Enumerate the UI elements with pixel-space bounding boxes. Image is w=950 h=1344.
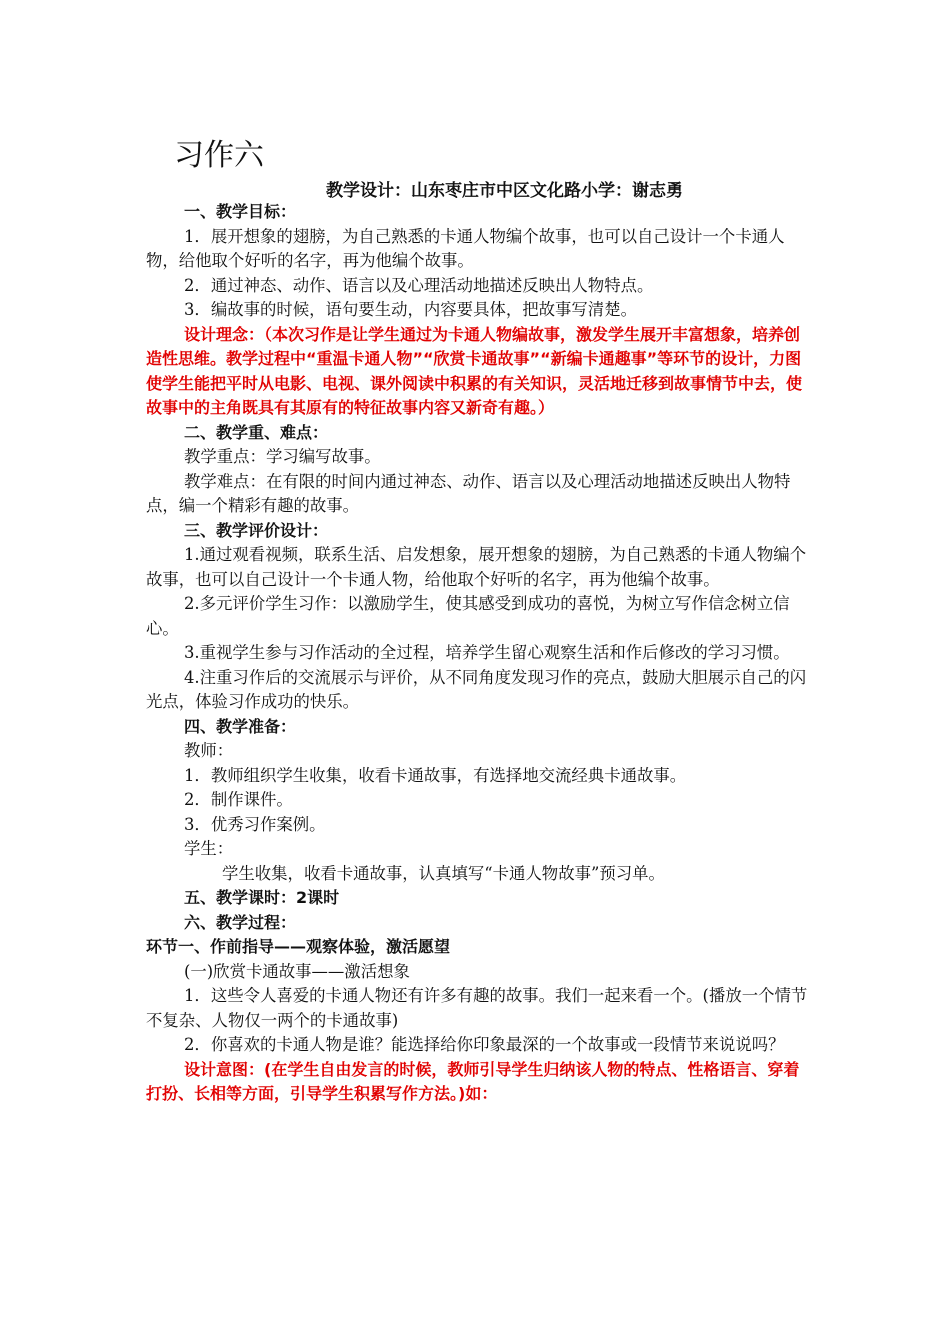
student-prep-item: 学生收集，收看卡通故事，认真填写“卡通人物故事”预习单。 bbox=[222, 863, 665, 883]
author-byline: 教学设计：山东枣庄市中区文化路小学：谢志勇 bbox=[326, 181, 683, 201]
evaluation-item: 2.多元评价学生习作：以激励学生，使其感受到成功的喜悦，为树立写作信念树立信心。 bbox=[146, 594, 790, 638]
step-heading: 环节一、作前指导——观察体验，激活愿望 bbox=[146, 937, 451, 956]
evaluation-item: 4.注重习作后的交流展示与评价，从不同角度发现习作的亮点，鼓励大胆展示自己的闪光点，体验习作成功的快乐。 bbox=[146, 667, 807, 711]
objective-item: 3．编故事的时候，语句要生动，内容要具体，把故事写清楚。 bbox=[184, 300, 637, 319]
evaluation-item: 1.通过观看视频，联系生活、启发想象，展开想象的翅膀，为自己熟悉的卡通人物编个故事，也可以自己设计一个卡通人物，给他取个好听的名字，再为他编个故事。 bbox=[146, 545, 807, 589]
teacher-prep-item: 2．制作课件。 bbox=[184, 790, 293, 809]
process-item: 1．这些令人喜爱的卡通人物还有许多有趣的故事。我们一起来看一个。(播放一个情节不复杂、人物仅一两个的卡通故事) bbox=[146, 986, 808, 1030]
section-heading-key-points: 二、教学重、难点： bbox=[184, 422, 329, 442]
design-intent: 设计意图：(在学生自由发言的时候，教师引导学生归纳该人物的特点、性格语言、穿着打扮、长相等方面，引导学生积累写作方法。)如： bbox=[146, 1059, 800, 1103]
difficulty-point: 教学难点：在有限的时间内通过神态、动作、语言以及心理活动地描述反映出人物特点，编一个精彩有趣的故事。 bbox=[146, 471, 791, 515]
section-heading-evaluation: 三、教学评价设计： bbox=[184, 520, 329, 540]
document-title: 习作六 bbox=[174, 138, 264, 173]
student-label: 学生： bbox=[184, 839, 234, 858]
evaluation-item: 3.重视学生参与习作活动的全过程，培养学生留心观察生活和作后修改的学习习惯。 bbox=[184, 643, 790, 662]
teacher-prep-item: 1．教师组织学生收集，收看卡通故事，有选择地交流经典卡通故事。 bbox=[184, 765, 687, 785]
key-point: 教学重点：学习编写故事。 bbox=[184, 447, 381, 466]
section-heading-process: 六、教学过程： bbox=[184, 912, 297, 932]
process-item: 2．你喜欢的卡通人物是谁？能选择给你印象最深的一个故事或一段情节来说说吗？ bbox=[184, 1035, 785, 1054]
section-heading-objectives: 一、教学目标： bbox=[184, 202, 297, 221]
objective-item: 2．通过神态、动作、语言以及心理活动地描述反映出人物特点。 bbox=[184, 275, 654, 295]
design-concept: 设计理念：（本次习作是让学生通过为卡通人物编故事，激发学生展开丰富想象，培养创造性思维。教学过程中“重温卡通人物”“欣赏卡通故事”“新编卡通趣事”等环节的设计，力图使学生能把平时从电影、电视、课外阅读中积累的有关知识，灵活地迁移到故事情节中去，使故事中的主角既具有其原有的特征故事内容又新奇有趣。） bbox=[146, 324, 803, 417]
teacher-prep-item: 3．优秀习作案例。 bbox=[184, 814, 326, 834]
sub-step-heading: (一)欣赏卡通故事——激活想象 bbox=[184, 961, 410, 981]
document-body bbox=[146, 200, 814, 1107]
section-heading-periods: 五、教学课时：2课时 bbox=[184, 888, 340, 907]
teacher-label: 教师： bbox=[184, 741, 234, 760]
objective-item: 1．展开想象的翅膀，为自己熟悉的卡通人物编个故事，也可以自己设计一个卡通人物，给他取个好听的名字，再为他编个故事。 bbox=[146, 226, 785, 270]
section-heading-preparation: 四、教学准备： bbox=[184, 716, 297, 736]
